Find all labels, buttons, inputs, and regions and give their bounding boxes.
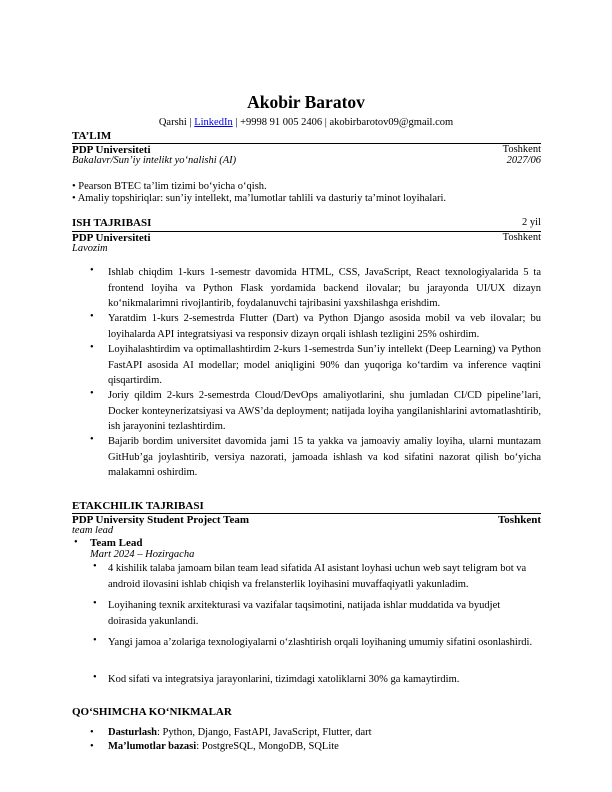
- leadership-bullet: Yangi jamoa a’zolariga texnologiyalarni o‘zlashtirish orqali loyihaning umumiy sifatini osonlashirdi.: [108, 637, 533, 648]
- bullet-icon: •: [93, 598, 97, 609]
- bullet-icon: •: [93, 635, 97, 646]
- bullet-icon: •: [90, 311, 94, 322]
- bullet-icon: •: [74, 537, 78, 548]
- skill-label: Ma’lumotlar bazasi: [108, 741, 197, 752]
- leadership-bullet: Loyihaning texnik arxitekturasi va vazifalar taqsimotini, natijada ishlar muddatida va byudjet doirasida yakunlandi.: [108, 600, 501, 627]
- leadership-bullet: Kod sifati va integratsiya jarayonlarini, tizimdagi xatoliklarni 30% ga kamaytirdim.: [108, 674, 460, 685]
- work-role: Lavozim: [72, 243, 108, 254]
- section-title-leadership: ETAKCHILIK TAJRIBASI: [72, 500, 204, 512]
- education-location: Toshkent: [502, 144, 541, 155]
- bullet-icon: •: [90, 727, 94, 738]
- skill-item: [108, 741, 339, 752]
- contact-email: akobirbarotov09@gmail.com: [329, 117, 454, 128]
- separator: |: [186, 117, 195, 128]
- leadership-dates: Mart 2024 – Hozirgacha: [90, 549, 195, 560]
- contact-phone: +9998 91 005 2406: [240, 117, 323, 128]
- work-location: Toshkent: [502, 232, 541, 243]
- work-bullet: Ishlab chiqdim 1-kurs 1-semestr davomida HTML, CSS, JavaScript, React texnologiyalarida 5 ta frontend loyiha va Python Flask yordamida backend ilovalar; bu jarayonda UI/UX dizayn ko‘nikmalarimni rivojlantirib, foydalanuvchi tajribasini yaxshilashga erishdim.: [108, 267, 541, 309]
- work-org: PDP Universiteti: [72, 232, 151, 244]
- linkedin-link[interactable]: LinkedIn: [194, 117, 233, 128]
- leadership-bullet: 4 kishilik talaba jamoam bilan team lead sifatida AI asistant loyhasi uchun web sayt teligram bot va android ilovasini ishlab chiqish va frelansterlik loyihasini muvaffaqiyatli yakunladim.: [108, 563, 527, 590]
- skill-value: : PostgreSQL, MongoDB, SQLite: [196, 741, 339, 752]
- bullet-icon: •: [90, 741, 94, 752]
- education-date: 2027/06: [506, 155, 541, 166]
- skill-value: : Python, Django, FastAPI, JavaScript, Flutter, dart: [157, 727, 372, 738]
- contact-line: [0, 117, 612, 128]
- education-bullet: • Amaliy topshiriqlar: sun’iy intellekt, ma’lumotlar tahlili va dasturiy ta’minot loyihalari.: [72, 193, 447, 204]
- candidate-name: Akobir Baratov: [247, 92, 365, 112]
- bullet-icon: •: [93, 672, 97, 683]
- separator: |: [232, 117, 241, 128]
- education-degree: Bakalavr/Sun’iy intelikt yo‘nalishi (AI): [72, 155, 237, 166]
- work-bullet: Bajarib bordim universitet davomida jami 15 ta yakka va jamoaviy amaliy loyiha, ularni muntazam GitHub’ga joylashtirib, versiya nazorati, jamoada ishlash va kod sifatini nazorat qilish bo‘yicha malakamni oshirdim.: [108, 436, 541, 478]
- education-bullet: • Pearson BTEC ta’lim tizimi bo‘yicha o‘qish.: [72, 181, 267, 192]
- leadership-org: PDP University Student Project Team: [72, 514, 250, 526]
- work-bullet: Loyihalashtirdim va optimallashtirdim 2-kurs 1-semestrda Sun’iy intellekt (Deep Learning) va Python FastAPI asosida AI modellar; model aniqligini 90% dan yuqoriga ko‘tardim va inference vaqtini qisqartirdim.: [108, 344, 541, 386]
- skill-item: [108, 727, 372, 738]
- work-duration: 2 yil: [522, 217, 541, 228]
- education-org: PDP Universiteti: [72, 144, 151, 156]
- bullet-icon: •: [90, 342, 94, 353]
- bullet-icon: •: [90, 434, 94, 445]
- leadership-location: Toshkent: [497, 514, 541, 526]
- work-bullet: Yaratdim 1-kurs 2-semestrda Flutter (Dart) va Python Django asosida mobil va veb ilovalar; bu loyihalarda API integratsiyasi va responsiv dizayn orqali ishlash tezligini 25% oshirdim.: [108, 313, 541, 340]
- separator: |: [322, 117, 330, 128]
- contact-city: Qarshi: [158, 117, 187, 128]
- bullet-icon: •: [90, 388, 94, 399]
- skill-label: Dasturlash: [108, 727, 158, 738]
- section-title-skills: QO‘SHIMCHA KO‘NIKMALAR: [72, 706, 232, 718]
- bullet-icon: •: [90, 265, 94, 276]
- leadership-position: Team Lead: [90, 537, 143, 549]
- work-bullet: Joriy qildim 2-kurs 2-semestrda Cloud/DevOps amaliyotlarini, shu jumladan CI/CD pipeline’lari, Docker konteynerizatsiyasi va AWS’da deployment; natijada loyiha yangilanishlarini avtomatlashtirib, ish jarayonini tezlashtirdim.: [108, 390, 541, 432]
- bullet-icon: •: [93, 561, 97, 572]
- section-title-work: ISH TAJRIBASI: [72, 217, 152, 229]
- section-title-education: TA’LIM: [72, 130, 112, 142]
- leadership-role: team lead: [72, 525, 114, 536]
